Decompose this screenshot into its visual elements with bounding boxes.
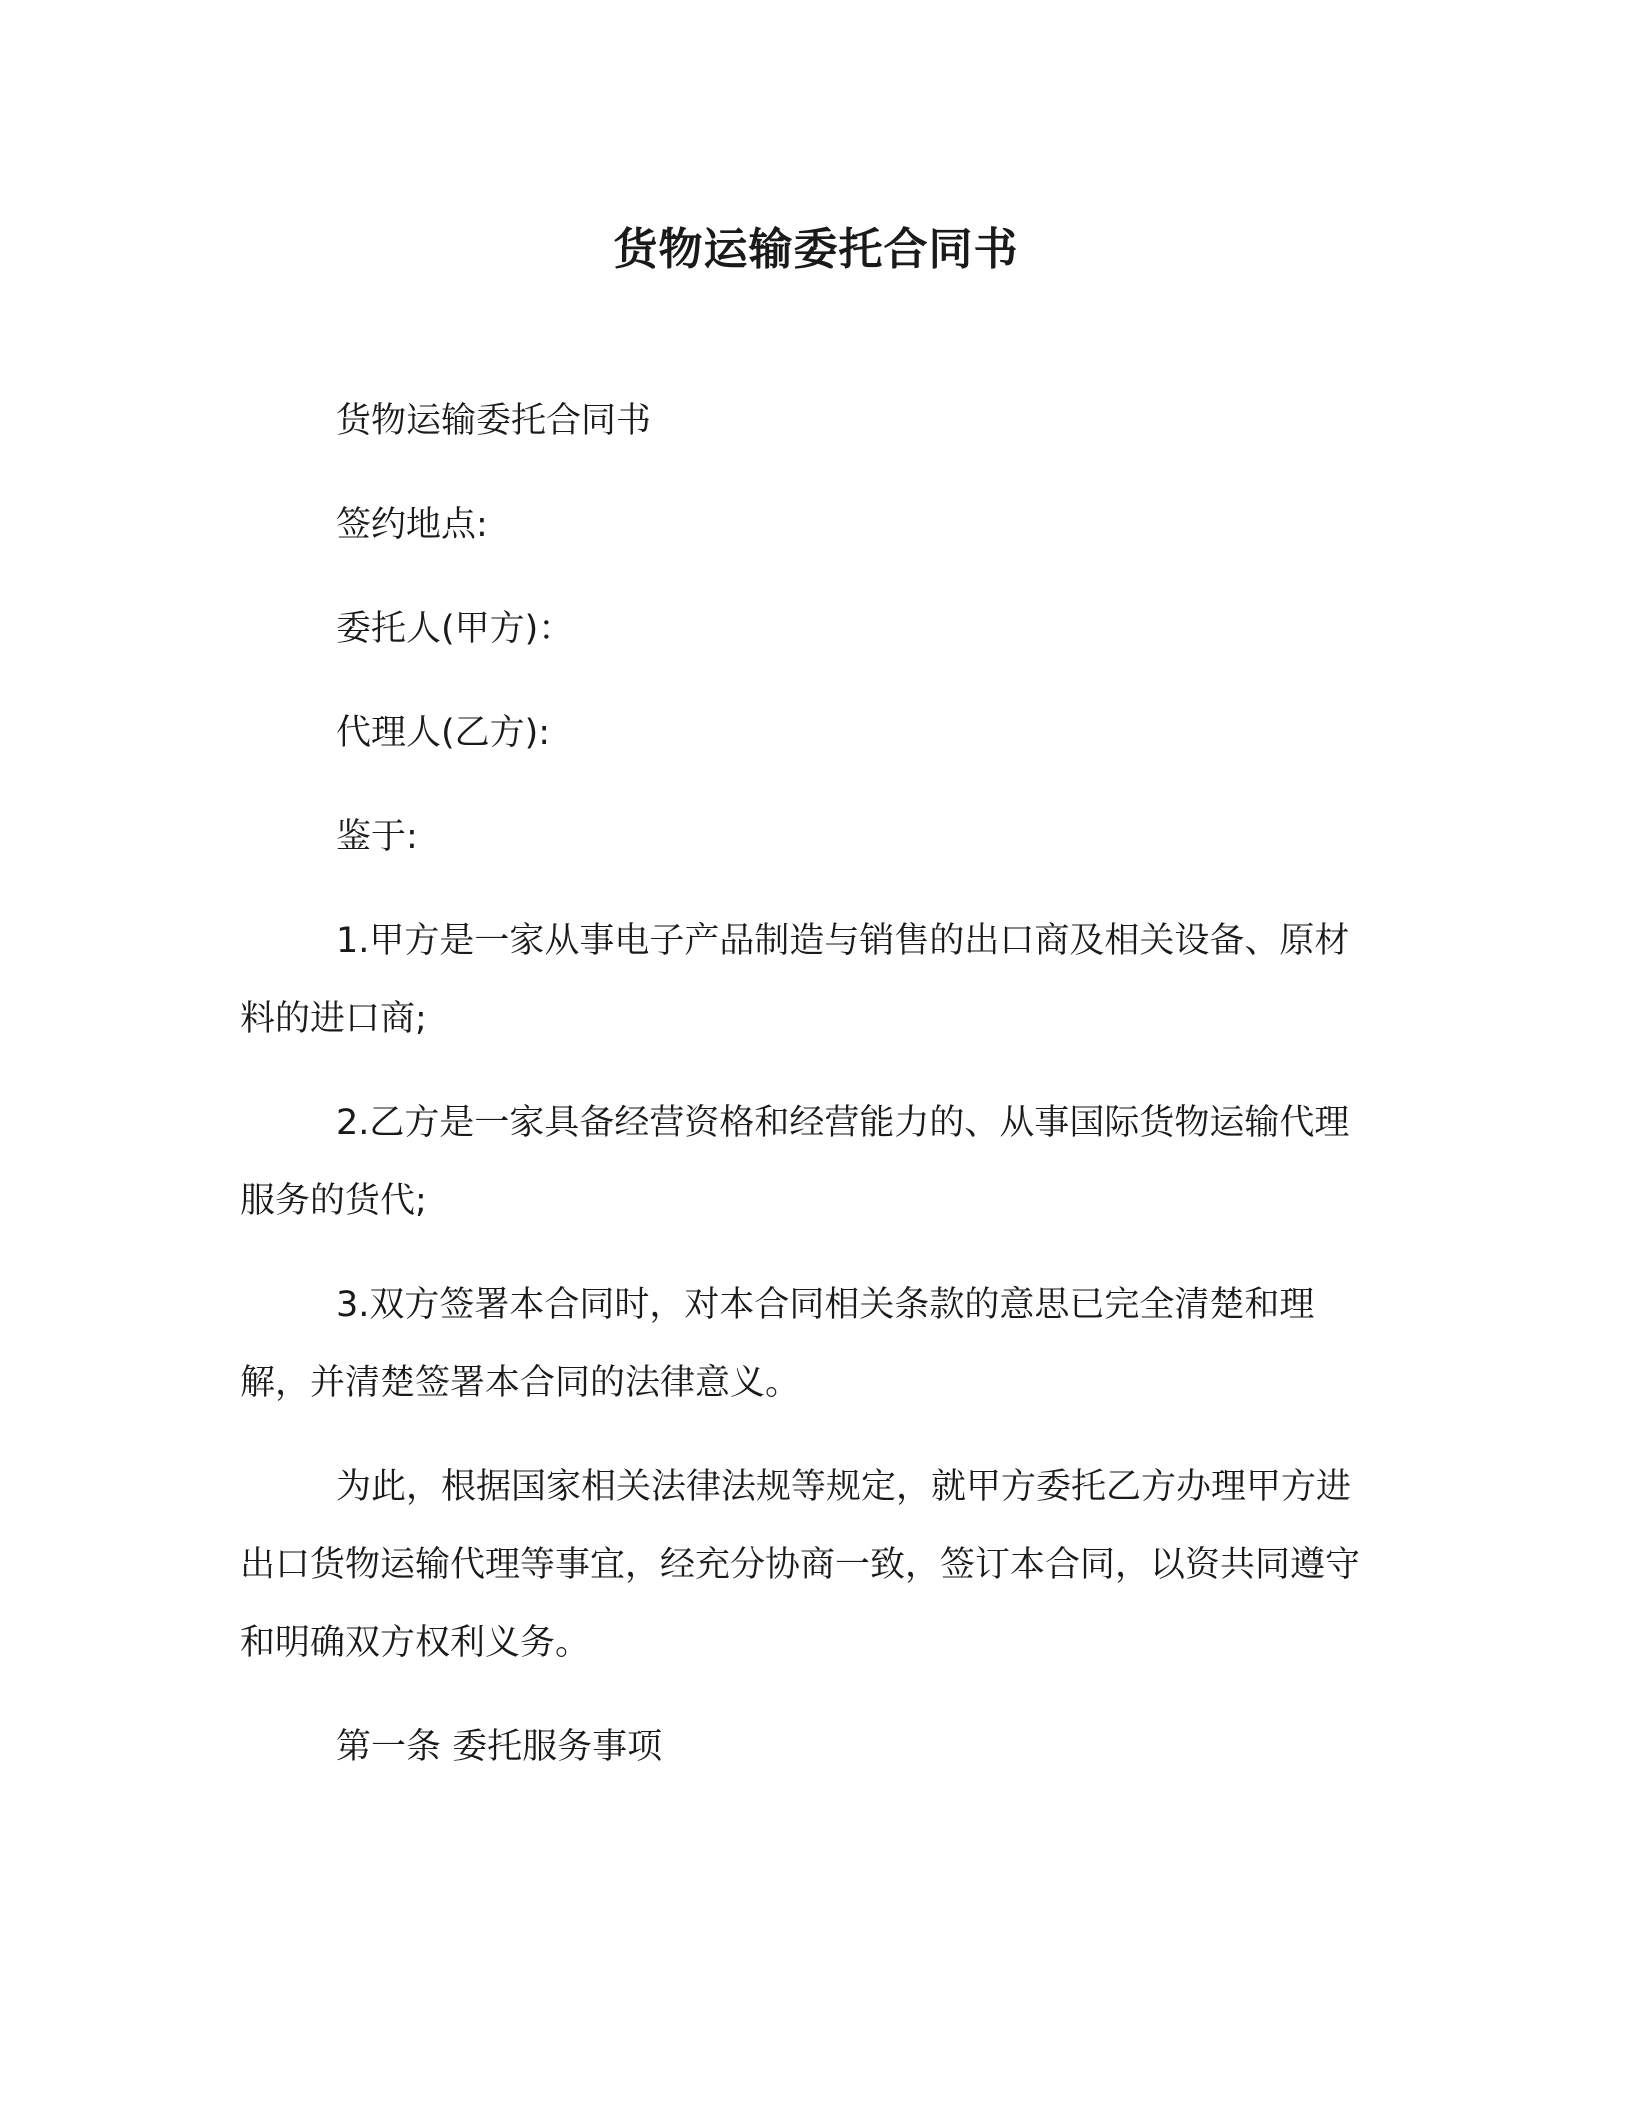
recital-1: 1.甲方是一家从事电子产品制造与销售的出口商及相关设备、原材料的进口商;: [240, 921, 1350, 1039]
agent-field: 代理人(乙方):: [336, 713, 551, 753]
principal-field: 委托人(甲方)：: [336, 609, 574, 649]
recital-2: 2.乙方是一家具备经营资格和经营能力的、从事国际货物运输代理服务的货代;: [240, 1103, 1350, 1221]
document-subtitle: 货物运输委托合同书: [336, 401, 652, 441]
whereas-label: 鉴于:: [336, 817, 418, 857]
purpose-paragraph: 为此，根据国家相关法律法规等规定，就甲方委托乙方办理甲方进出口货物运输代理等事宜，经充分协商一致，签订本合同，以资共同遵守和明确双方权利义务。: [240, 1467, 1361, 1663]
article-1-heading: 第一条 委托服务事项: [336, 1727, 663, 1767]
signing-place-field: 签约地点:: [336, 505, 488, 545]
document-title: 货物运输委托合同书: [613, 224, 1019, 275]
recital-3: 3.双方签署本合同时，对本合同相关条款的意思已完全清楚和理解，并清楚签署本合同的法律意义。: [240, 1285, 1315, 1403]
